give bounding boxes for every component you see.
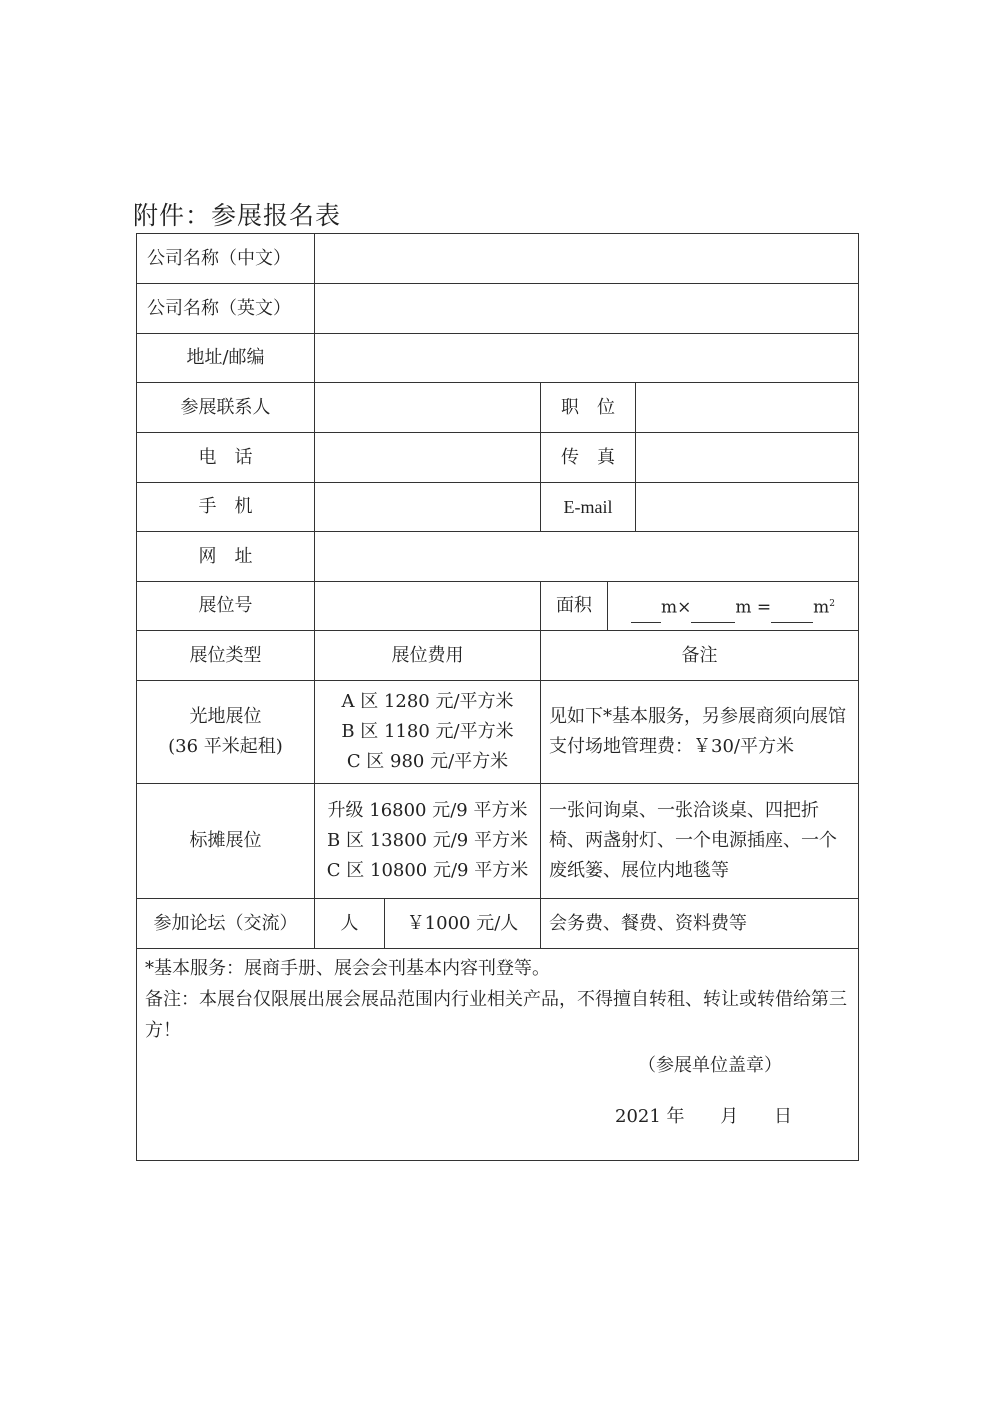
label-website: 网 址 — [137, 532, 315, 582]
date-day: 日 — [774, 1106, 792, 1127]
basic-service-note: *基本服务：展商手册、展会会刊基本内容刊登等。 — [145, 958, 550, 979]
area-unit-1: m× — [661, 597, 692, 618]
header-booth-type: 展位类型 — [137, 631, 315, 681]
row-address — [137, 334, 859, 383]
remark-note: 备注：本展台仅限展出展会展品范围内行业相关产品，不得擅自转租、转让或转借给第三方！ — [145, 989, 847, 1041]
label-fax: 传 真 — [541, 433, 636, 483]
field-company-cn[interactable] — [315, 234, 859, 284]
label-email: E-mail — [541, 483, 636, 532]
label-area: 面积 — [541, 582, 608, 631]
row-notes — [137, 949, 859, 1161]
label-address: 地址/邮编 — [137, 334, 315, 383]
standard-type: 标摊展位 — [137, 784, 315, 899]
area-unit-3: m — [813, 597, 830, 618]
field-contact[interactable] — [315, 383, 541, 433]
row-contact — [137, 383, 859, 433]
label-company-en: 公司名称（英文） — [137, 284, 315, 334]
forum-type: 参加论坛（交流） — [137, 899, 315, 949]
label-mobile: 手 机 — [137, 483, 315, 532]
raw-space-sub: (36 平米起租) — [168, 736, 283, 757]
area-width-blank[interactable] — [691, 604, 735, 623]
field-address[interactable] — [315, 334, 859, 383]
registration-form-table — [136, 233, 859, 1161]
standard-price-upgrade: 升级 16800 元/9 平方米 — [327, 800, 528, 821]
row-standard — [137, 784, 859, 899]
forum-note: 会务费、餐费、资料费等 — [541, 899, 859, 949]
row-company-cn — [137, 234, 859, 284]
document-title: 附件：参展报名表 — [133, 201, 342, 230]
raw-space-type — [137, 681, 315, 784]
field-website[interactable] — [315, 532, 859, 582]
raw-space-price-a: A 区 1280 元/平方米 — [341, 691, 514, 712]
row-company-en — [137, 284, 859, 334]
notes-cell — [137, 949, 859, 1161]
area-unit-2: m = — [735, 597, 772, 618]
row-website — [137, 532, 859, 582]
raw-space-prices — [315, 681, 541, 784]
date-year: 2021 年 — [615, 1106, 685, 1127]
field-area[interactable] — [608, 582, 859, 631]
field-company-en[interactable] — [315, 284, 859, 334]
label-contact: 参展联系人 — [137, 383, 315, 433]
field-booth-no[interactable] — [315, 582, 541, 631]
forum-price: ￥1000 元/人 — [385, 899, 541, 949]
date-month: 月 — [720, 1106, 739, 1127]
label-phone: 电 话 — [137, 433, 315, 483]
standard-prices — [315, 784, 541, 899]
field-email[interactable] — [636, 483, 859, 532]
row-raw-space — [137, 681, 859, 784]
standard-price-b: B 区 13800 元/9 平方米 — [327, 830, 528, 851]
seal-label: （参展单位盖章） — [638, 1055, 782, 1076]
label-booth-no: 展位号 — [137, 582, 315, 631]
field-position[interactable] — [636, 383, 859, 433]
row-pricing-header — [137, 631, 859, 681]
row-forum — [137, 899, 859, 949]
raw-space-note: 见如下*基本服务，另参展商须向展馆支付场地管理费：￥30/平方米 — [541, 681, 859, 784]
header-remark: 备注 — [541, 631, 859, 681]
field-phone[interactable] — [315, 433, 541, 483]
area-length-blank[interactable] — [631, 604, 661, 623]
standard-price-c: C 区 10800 元/9 平方米 — [326, 860, 529, 881]
field-fax[interactable] — [636, 433, 859, 483]
standard-note: 一张问询桌、一张洽谈桌、四把折椅、两盏射灯、一个电源插座、一个废纸篓、展位内地毯等 — [541, 784, 859, 899]
row-booth — [137, 582, 859, 631]
row-phone — [137, 433, 859, 483]
raw-space-price-b: B 区 1180 元/平方米 — [341, 721, 514, 742]
row-mobile — [137, 483, 859, 532]
area-unit-sup: 2 — [829, 599, 836, 610]
forum-unit: 人 — [315, 899, 385, 949]
header-booth-fee: 展位费用 — [315, 631, 541, 681]
date-line — [145, 1101, 850, 1132]
raw-space-price-c: C 区 980 元/平方米 — [346, 751, 509, 772]
label-company-cn: 公司名称（中文） — [137, 234, 315, 284]
field-mobile[interactable] — [315, 483, 541, 532]
raw-space-name: 光地展位 — [189, 706, 262, 727]
area-total-blank[interactable] — [771, 604, 813, 623]
label-position: 职 位 — [541, 383, 636, 433]
